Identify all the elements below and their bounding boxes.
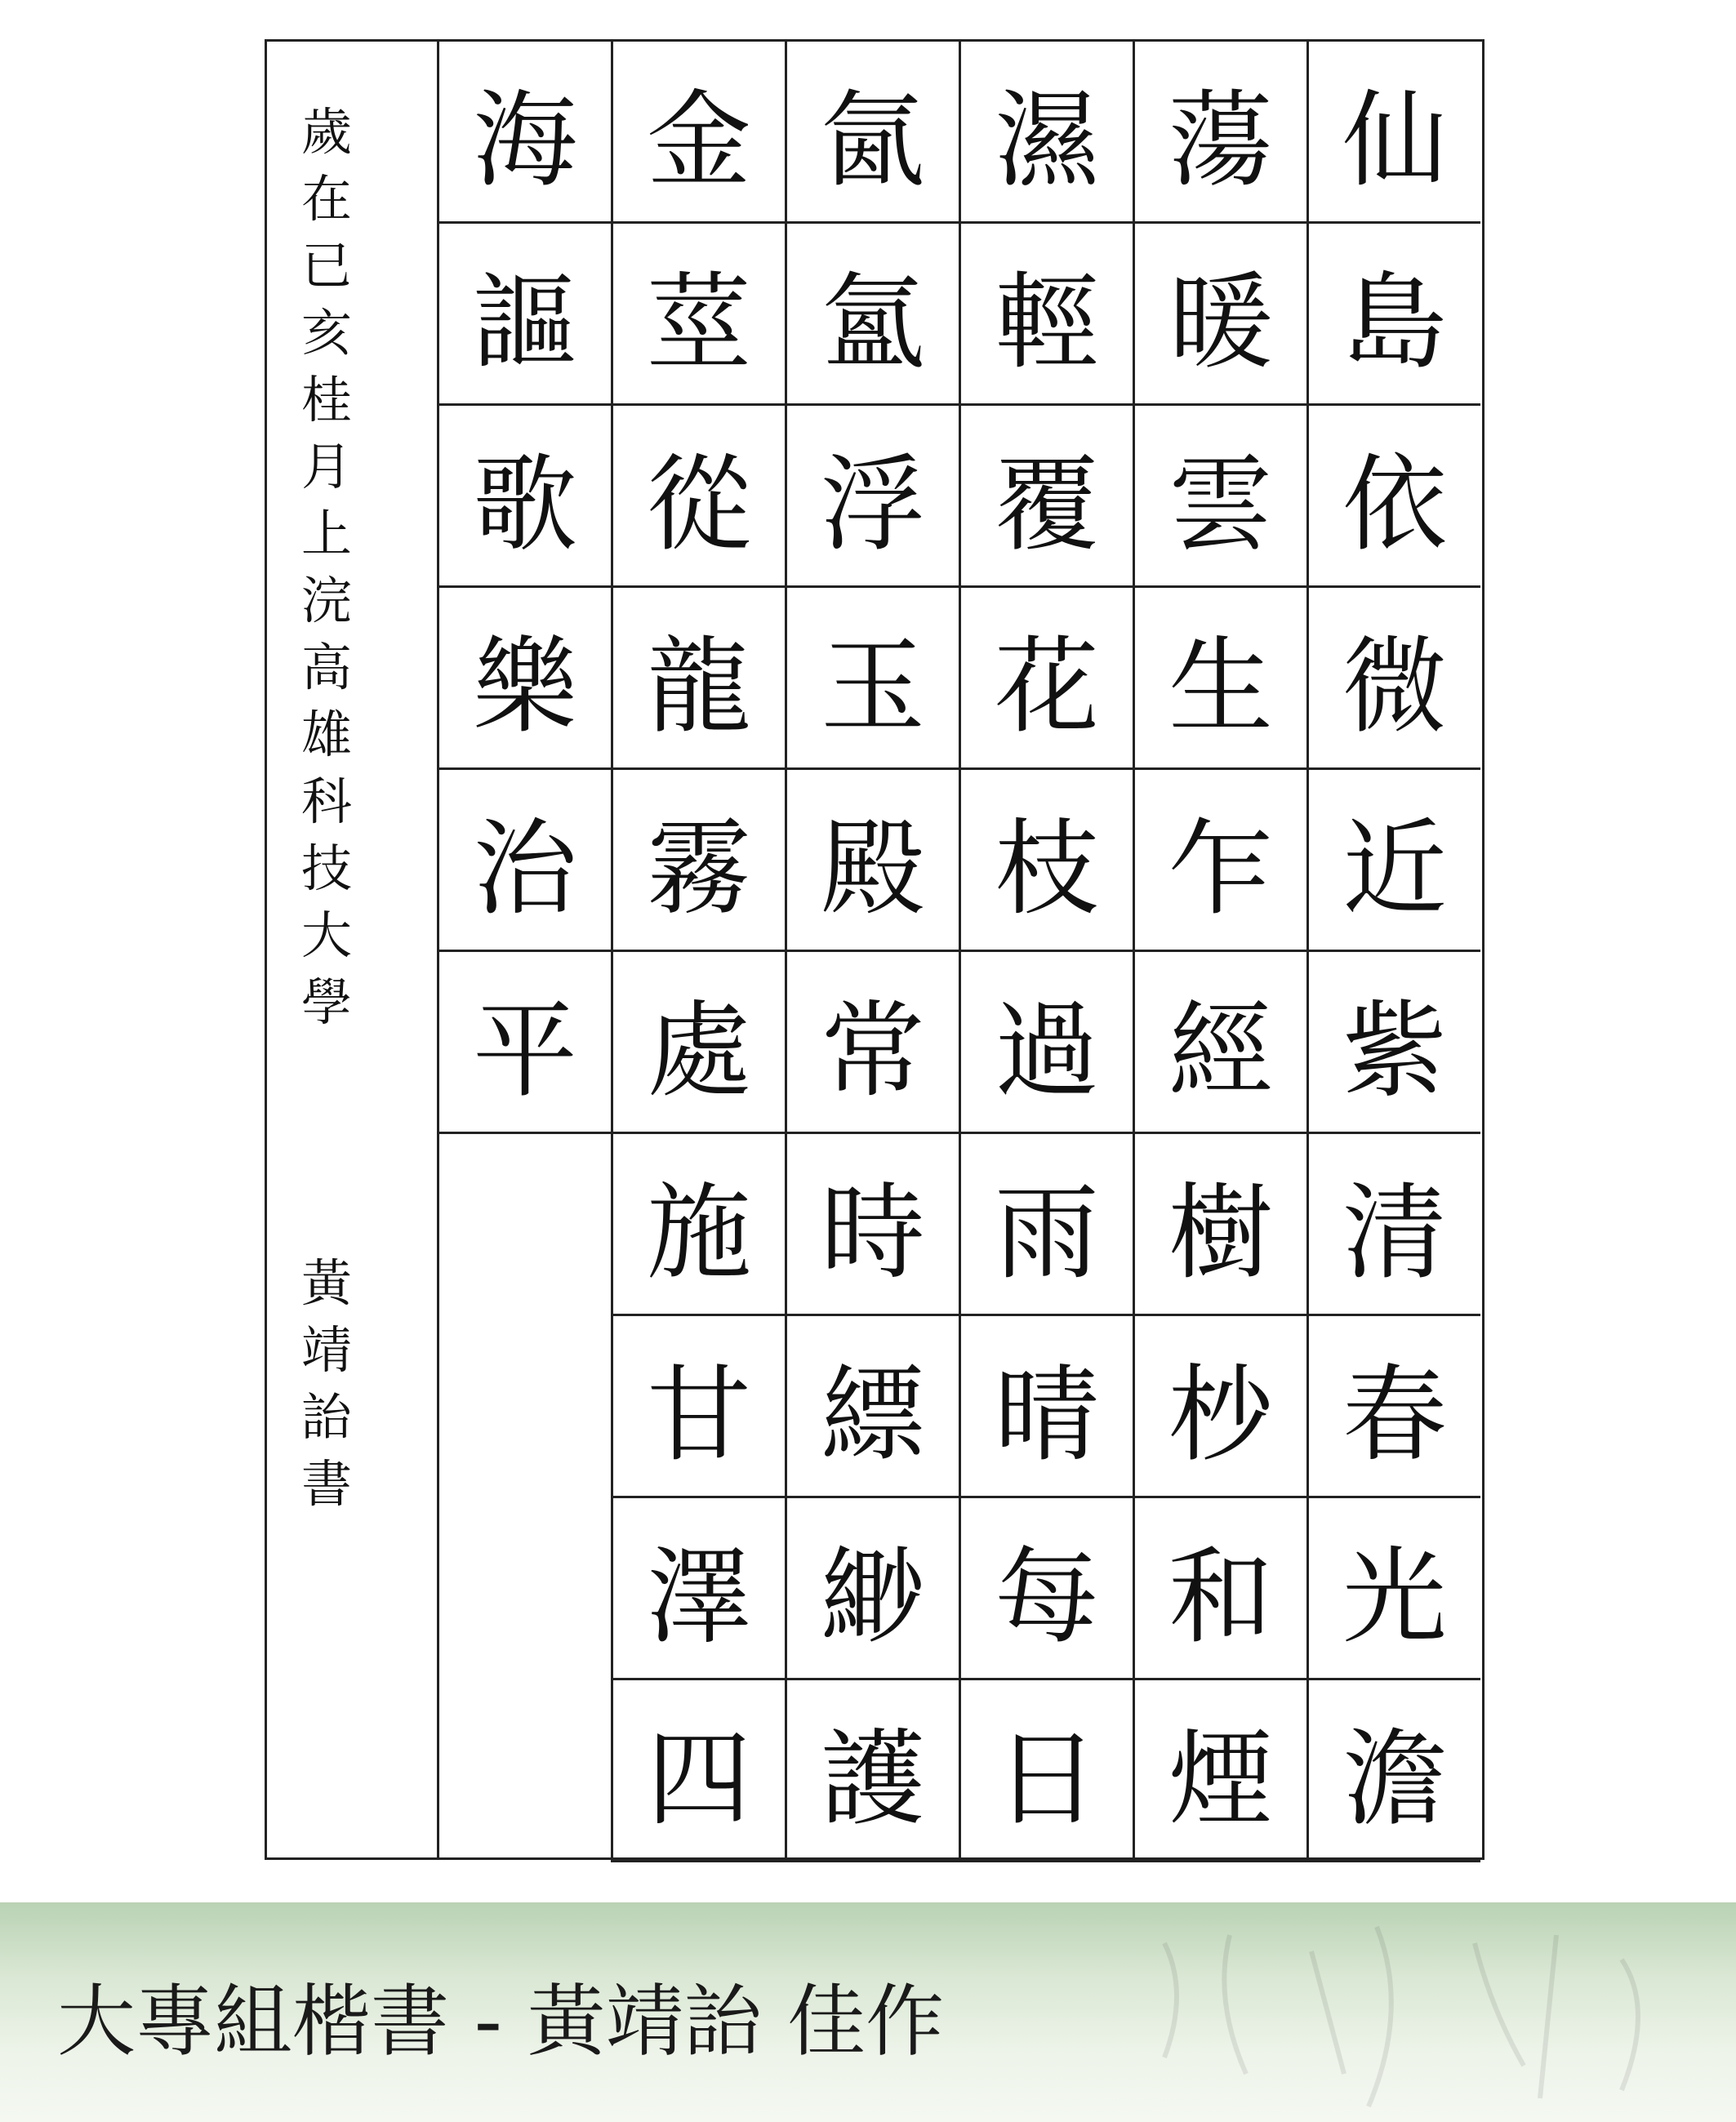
grid-cell-character: 四 — [611, 1680, 785, 1862]
inscription-character: 上 — [301, 504, 353, 563]
inscription-character: 在 — [301, 169, 353, 229]
grid-cell-character: 依 — [1306, 406, 1480, 588]
grid-cell-character: 時 — [785, 1134, 959, 1316]
inscription-character: 亥 — [301, 303, 353, 363]
inscription-column — [267, 42, 439, 1857]
grid-cell-character: 輕 — [959, 224, 1133, 406]
grid-cell-character: 緲 — [785, 1498, 959, 1680]
grid-cell-character: 平 — [437, 952, 611, 1134]
grid-cell-character: 光 — [1306, 1498, 1480, 1680]
grid-cell-character: 霧 — [611, 770, 785, 952]
grid-cell-character: 從 — [611, 406, 785, 588]
grid-cell-character: 澤 — [611, 1498, 785, 1680]
grid-cell-character: 蕩 — [1133, 42, 1306, 224]
inscription-character: 書 — [301, 1454, 353, 1514]
grid-cell-character: 每 — [959, 1498, 1133, 1680]
grid-cell-character: 仙 — [1306, 42, 1480, 224]
grid-cell-character: 施 — [611, 1134, 785, 1316]
grid-cell-character: 處 — [611, 952, 785, 1134]
grid-cell-character: 春 — [1306, 1316, 1480, 1498]
caption-title: 大專組楷書 - 黃靖詒 佳作 — [57, 1976, 945, 2067]
inscription-date — [301, 99, 352, 1036]
grid-column — [611, 42, 785, 1857]
grid-cell-character: 經 — [1133, 952, 1306, 1134]
grid-cell-character: 杪 — [1133, 1316, 1306, 1498]
grid-cell-character: 甘 — [611, 1316, 785, 1498]
grid-cell-character: 玉 — [785, 588, 959, 770]
grid-cell-character: 雲 — [1133, 406, 1306, 588]
grid-cell-character: 莖 — [611, 224, 785, 406]
grid-cell-character: 氤 — [785, 42, 959, 224]
grid-column — [1133, 42, 1306, 1857]
grid-column — [785, 42, 959, 1857]
inscription-character: 科 — [301, 772, 353, 831]
grid-cell-character: 澹 — [1306, 1680, 1480, 1862]
grid-cell-character: 雨 — [959, 1134, 1133, 1316]
grid-cell-character: 治 — [437, 770, 611, 952]
grid-cell-character: 常 — [785, 952, 959, 1134]
grid-column — [959, 42, 1133, 1857]
grid-cell-character: 紫 — [1306, 952, 1480, 1134]
inscription-character: 歲 — [301, 102, 353, 162]
inscription-character: 高 — [301, 638, 353, 697]
grid-cell-character: 生 — [1133, 588, 1306, 770]
grid-cell-character: 殿 — [785, 770, 959, 952]
inscription-character: 詒 — [301, 1387, 353, 1447]
inscription-character: 雄 — [301, 705, 353, 764]
inscription-signature — [301, 1250, 352, 1518]
grid-cell-character: 近 — [1306, 770, 1480, 952]
grid-cell-character: 氳 — [785, 224, 959, 406]
grid-cell-character: 謳 — [437, 224, 611, 406]
grid-cell-character: 過 — [959, 952, 1133, 1134]
grid-cell-character: 微 — [1306, 588, 1480, 770]
caption-banner — [0, 1902, 1736, 2122]
inscription-character: 大 — [301, 905, 353, 965]
grid-column — [437, 42, 611, 1857]
grid-cell-character: 覆 — [959, 406, 1133, 588]
grid-cell-character: 浮 — [785, 406, 959, 588]
inscription-character: 已 — [301, 236, 353, 296]
inscription-character: 黃 — [301, 1253, 353, 1313]
inscription-character: 技 — [301, 839, 353, 898]
grid-cell-character: 縹 — [785, 1316, 959, 1498]
grid-cell-character: 暖 — [1133, 224, 1306, 406]
grid-cell-character: 清 — [1306, 1134, 1480, 1316]
grid-cell-character: 花 — [959, 588, 1133, 770]
grid-cell-character: 海 — [437, 42, 611, 224]
inscription-character: 靖 — [301, 1320, 353, 1380]
grid-cell-character: 乍 — [1133, 770, 1306, 952]
grid-empty-area — [437, 1134, 611, 1857]
grid-cell-character: 濕 — [959, 42, 1133, 224]
grid-cell-character: 枝 — [959, 770, 1133, 952]
inscription-character: 桂 — [301, 370, 353, 429]
grid-cell-character: 晴 — [959, 1316, 1133, 1498]
background-calligraphy-decoration — [1132, 1911, 1703, 2115]
grid-cell-character: 龍 — [611, 588, 785, 770]
calligraphy-sheet — [265, 39, 1485, 1860]
grid-cell-character: 歌 — [437, 406, 611, 588]
grid-column — [1306, 42, 1480, 1857]
inscription-character: 浣 — [301, 571, 353, 630]
inscription-character: 學 — [301, 972, 353, 1032]
grid-cell-character: 島 — [1306, 224, 1480, 406]
character-grid — [437, 42, 1485, 1857]
grid-cell-character: 煙 — [1133, 1680, 1306, 1862]
grid-cell-character: 樹 — [1133, 1134, 1306, 1316]
grid-cell-character: 金 — [611, 42, 785, 224]
grid-cell-character: 樂 — [437, 588, 611, 770]
inscription-character: 月 — [301, 437, 353, 496]
grid-cell-character: 日 — [959, 1680, 1133, 1862]
grid-cell-character: 和 — [1133, 1498, 1306, 1680]
grid-cell-character: 護 — [785, 1680, 959, 1862]
